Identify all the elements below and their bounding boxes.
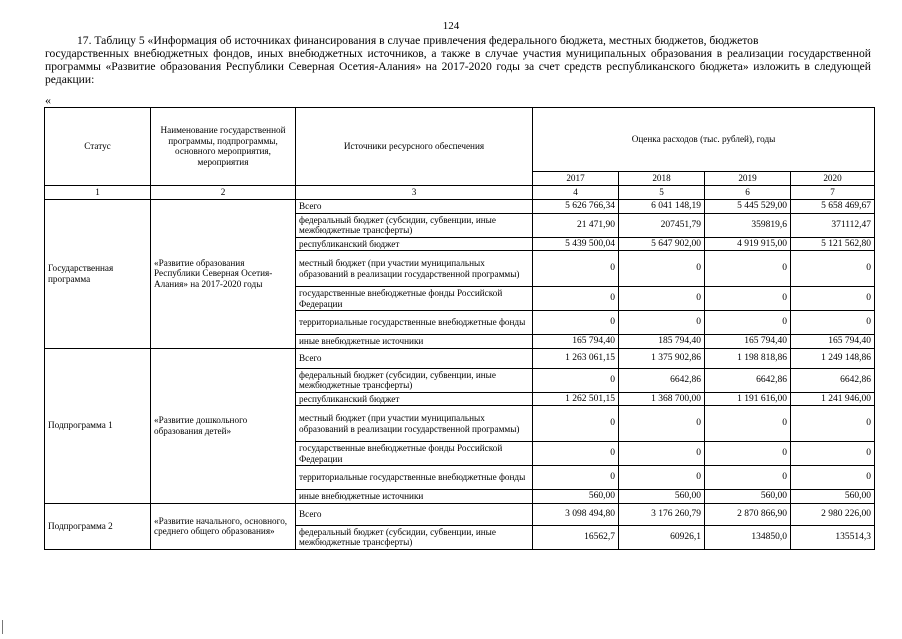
intro-line: государственной программы «Развитие образования Республики Северная Осетия-Алания» на 2017-2020 годы за счет средств республиканского [45,47,871,73]
amount-cell: 0 [533,311,619,335]
page-number: 124 [442,20,460,32]
header-name: Наименование государственной программы, подпрограммы, основного мероприятия, мероприятия [151,108,296,186]
source-cell: федеральный бюджет (субсидии, субвенции, иные межбюджетные трансферты) [296,525,533,549]
opening-quote: « [45,93,51,107]
source-cell: федеральный бюджет (субсидии, субвенции, иные межбюджетные трансферты) [296,213,533,237]
amount-cell: 1 241 946,00 [791,392,875,406]
amount-cell: 165 794,40 [791,335,875,349]
intro-line: 17. Таблицу 5 «Информация об источниках финансирования в случае привлечения федерального бюджета, местных бюджетов, бюджетов [77,34,759,47]
amount-cell: 0 [619,442,705,466]
amount-cell: 1 375 902,86 [619,348,705,368]
amount-cell: 0 [705,251,791,287]
header-sources: Источники ресурсного обеспечения [296,108,533,186]
year-cell: 2019 [705,172,791,186]
year-cell: 2017 [533,172,619,186]
amount-cell: 0 [791,466,875,490]
amount-cell: 4 919 915,00 [705,237,791,251]
amount-cell: 1 263 061,15 [533,348,619,368]
column-number: 3 [296,185,533,199]
amount-cell: 0 [533,406,619,442]
amount-cell: 5 445 529,00 [705,199,791,213]
amount-cell: 60926,1 [619,525,705,549]
source-cell: республиканский бюджет [296,392,533,406]
year-cell: 2018 [619,172,705,186]
amount-cell: 6642,86 [619,368,705,392]
amount-cell: 0 [619,287,705,311]
status-cell: Подпрограмма 1 [45,348,151,503]
status-cell: Государственная программа [45,199,151,348]
amount-cell: 0 [619,466,705,490]
table-row [45,503,875,525]
header-status: Статус [45,108,151,186]
source-cell: местный бюджет (при участии муниципальных образований в реализации государственной программы) [296,251,533,287]
amount-cell: 3 176 260,79 [619,503,705,525]
source-cell: иные внебюджетные источники [296,335,533,349]
amount-cell: 207451,79 [619,213,705,237]
year-cell: 2020 [791,172,875,186]
program-name-cell: «Развитие дошкольного образования детей» [151,348,296,503]
amount-cell: 134850,0 [705,525,791,549]
column-number: 1 [45,185,151,199]
amount-cell: 0 [619,311,705,335]
amount-cell: 0 [705,311,791,335]
column-number: 2 [151,185,296,199]
source-cell: территориальные государственные внебюджетные фонды [296,311,533,335]
amount-cell: 6 041 148,19 [619,199,705,213]
amount-cell: 0 [705,287,791,311]
column-number: 4 [533,185,619,199]
header-estimate: Оценка расходов (тыс. рублей), годы [533,108,875,172]
source-cell: территориальные государственные внебюджетные фонды [296,466,533,490]
source-cell: Всего [296,199,533,213]
amount-cell: 0 [791,442,875,466]
amount-cell: 0 [619,251,705,287]
amount-cell: 165 794,40 [533,335,619,349]
amount-cell: 165 794,40 [705,335,791,349]
source-cell: местный бюджет (при участии муниципальных образований в реализации государственной программы) [296,406,533,442]
program-name-cell: «Развитие образования Республики Северная Осетия-Алания» на 2017-2020 годы [151,199,296,348]
source-cell: Всего [296,348,533,368]
program-name-cell: «Развитие начального, основного, среднего общего образования» [151,503,296,549]
intro-paragraph [45,34,871,86]
amount-cell: 6642,86 [705,368,791,392]
amount-cell: 0 [533,442,619,466]
amount-cell: 3 098 494,80 [533,503,619,525]
amount-cell: 5 658 469,67 [791,199,875,213]
status-cell: Подпрограмма 2 [45,503,151,549]
amount-cell: 1 368 700,00 [619,392,705,406]
amount-cell: 16562,7 [533,525,619,549]
table-row [45,199,875,213]
amount-cell: 0 [791,406,875,442]
amount-cell: 5 121 562,80 [791,237,875,251]
amount-cell: 185 794,40 [619,335,705,349]
source-cell: республиканский бюджет [296,237,533,251]
amount-cell: 5 626 766,34 [533,199,619,213]
source-cell: государственные внебюджетные фонды Российской Федерации [296,287,533,311]
amount-cell: 359819,6 [705,213,791,237]
amount-cell: 0 [705,406,791,442]
amount-cell: 560,00 [533,490,619,504]
amount-cell: 0 [705,442,791,466]
amount-cell: 560,00 [791,490,875,504]
amount-cell: 5 439 500,04 [533,237,619,251]
amount-cell: 1 198 818,86 [705,348,791,368]
amount-cell: 0 [791,311,875,335]
source-cell: федеральный бюджет (субсидии, субвенции, иные межбюджетные трансферты) [296,368,533,392]
amount-cell: 0 [791,251,875,287]
amount-cell: 560,00 [619,490,705,504]
amount-cell: 0 [533,466,619,490]
column-number: 7 [791,185,875,199]
table-row [45,348,875,368]
amount-cell: 6642,86 [791,368,875,392]
source-cell: иные внебюджетные источники [296,490,533,504]
amount-cell: 0 [533,368,619,392]
financing-table [44,107,875,550]
source-cell: Всего [296,503,533,525]
amount-cell: 2 980 226,00 [791,503,875,525]
amount-cell: 2 870 866,90 [705,503,791,525]
amount-cell: 1 249 148,86 [791,348,875,368]
amount-cell: 0 [619,406,705,442]
amount-cell: 1 191 616,00 [705,392,791,406]
scan-margin-mark [2,620,3,634]
amount-cell: 0 [533,251,619,287]
amount-cell: 0 [705,466,791,490]
intro-line: бюджета» изложить в следующей редакции: [45,60,871,86]
amount-cell: 21 471,90 [533,213,619,237]
column-number: 5 [619,185,705,199]
amount-cell: 135514,3 [791,525,875,549]
amount-cell: 371112,47 [791,213,875,237]
amount-cell: 5 647 902,00 [619,237,705,251]
amount-cell: 1 262 501,15 [533,392,619,406]
intro-line: государственных внебюджетных фондов, иных внебюджетных источников, а также в случае участия муниципальных образования в реализации [45,47,784,60]
column-number: 6 [705,185,791,199]
amount-cell: 560,00 [705,490,791,504]
amount-cell: 0 [791,287,875,311]
amount-cell: 0 [533,287,619,311]
source-cell: государственные внебюджетные фонды Российской Федерации [296,442,533,466]
